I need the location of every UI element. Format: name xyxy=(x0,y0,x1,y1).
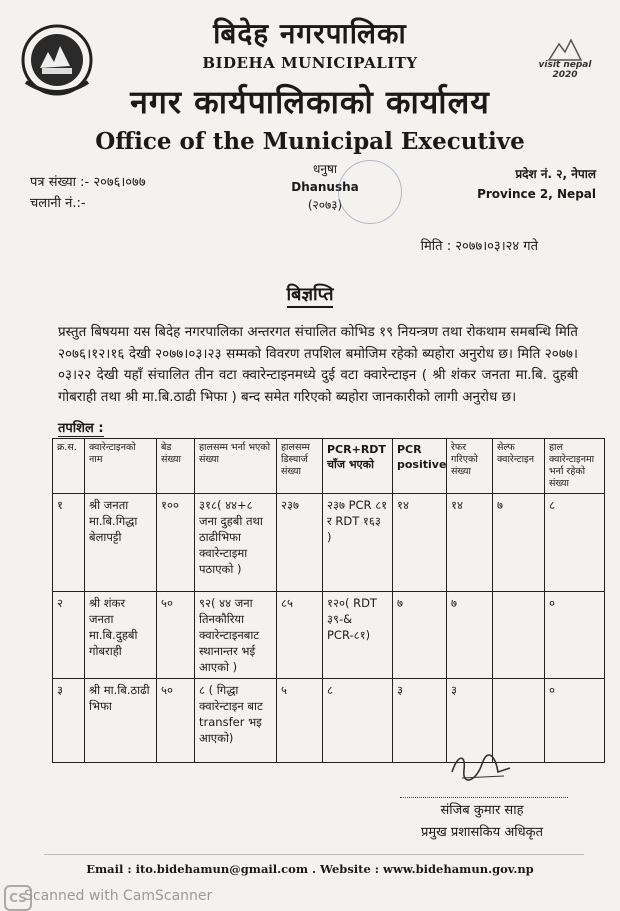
office-name-np: नगर कार्यपालिकाको कार्यालय xyxy=(130,83,490,121)
table-label: तपशिल : xyxy=(58,418,104,437)
reference-left xyxy=(30,172,146,214)
table-cell: ७ xyxy=(447,592,493,679)
table-row xyxy=(53,592,605,679)
table-cell: १०० xyxy=(157,494,195,592)
table-cell: १४ xyxy=(393,494,447,592)
table-cell: ५० xyxy=(157,592,195,679)
table-cell: ३ xyxy=(447,679,493,763)
camscanner-icon: CS xyxy=(4,885,32,911)
table-cell: ८ ( गिद्धा क्वारेन्टाइन बाट transfer भइ आएको) xyxy=(195,679,277,763)
header-cell: हालसम्म भर्ना भएको संख्या xyxy=(195,439,277,494)
table-cell: ३१८( ४४+८ जना दुहबी तथा ठाढीभिफा क्वारेन्टाइमा पठाएको ) xyxy=(195,494,277,592)
province-en: Province 2, Nepal xyxy=(477,187,596,201)
district-en: Dhanusha xyxy=(291,180,359,194)
table-cell: ७ xyxy=(493,494,545,592)
header-cell: PCR positive xyxy=(393,439,447,494)
header-cell: क्वारेन्टाइनको नाम xyxy=(85,439,157,494)
table-cell: २ xyxy=(53,592,85,679)
dispatch-number: चलानी नं.:- xyxy=(30,196,86,211)
letter-number: पत्र संख्या :- २०७६।०७७ xyxy=(30,175,146,190)
header-cell: हालसम्म डिस्चार्ज संख्या xyxy=(277,439,323,494)
visit-nepal-text: visit nepal 2020 xyxy=(538,60,592,80)
table-cell: ० xyxy=(545,592,605,679)
table-cell: ३ xyxy=(53,679,85,763)
table-cell: ७ xyxy=(393,592,447,679)
table-cell: श्री जनता मा.बि.गिद्धा बेलापट्टी xyxy=(85,494,157,592)
table-cell: ३ xyxy=(393,679,447,763)
table-cell: ० xyxy=(545,679,605,763)
quarantine-table xyxy=(52,438,605,763)
table-cell: ५ xyxy=(277,679,323,763)
scanner-watermark xyxy=(0,882,620,910)
table-cell: श्री शंकर जनता मा.बि.दुहबी गोबराही xyxy=(85,592,157,679)
header-cell: बेड संख्या xyxy=(157,439,195,494)
reference-right xyxy=(477,164,596,204)
office-stamp xyxy=(338,160,402,224)
municipality-name-en: BIDEHA MUNICIPALITY xyxy=(202,54,418,72)
established-year: (२०७३) xyxy=(307,198,343,212)
table-cell: ८ xyxy=(323,679,393,763)
notice-heading xyxy=(0,282,620,306)
footer-contact: Email : ito.bidehamun@gmail.com . Website : www.bidehamun.gov.np xyxy=(86,862,534,876)
table-cell: १ xyxy=(53,494,85,592)
table-cell: ९२( ४४ जना तिनकौरिया क्वारेन्टाइनबाट स्थानान्तर भई आएको ) xyxy=(195,592,277,679)
footer-divider xyxy=(44,854,584,855)
header-cell: हाल क्वारेन्टाइनमा भर्ना रहेको संख्या xyxy=(545,439,605,494)
table-cell: १४ xyxy=(447,494,493,592)
header-cell: PCR+RDT चाँज भएको xyxy=(323,439,393,494)
header-cell: सेल्फ क्वारेन्टाइन xyxy=(493,439,545,494)
signature-icon xyxy=(446,752,516,788)
letter-date: मिति : २०७७।०३।२४ गते xyxy=(420,239,538,254)
table-header-row xyxy=(53,439,605,494)
province-np: प्रदेश नं. २, नेपाल xyxy=(515,167,596,181)
table-cell xyxy=(493,679,545,763)
table-cell: ५० xyxy=(157,679,195,763)
signatory-name: संजिब कुमार साह xyxy=(440,803,524,818)
table-row xyxy=(53,494,605,592)
district-np: धनुषा xyxy=(312,162,338,176)
table-cell: २३७ PCR ८१ र RDT १६३ ) xyxy=(323,494,393,592)
table-cell: १२०( RDT ३९-& PCR-८१) xyxy=(323,592,393,679)
scanner-text: Scanned with CamScanner xyxy=(24,888,213,904)
signature-line xyxy=(400,797,568,798)
table-cell: २३७ xyxy=(277,494,323,592)
table-cell: ८ xyxy=(545,494,605,592)
table-cell xyxy=(493,592,545,679)
table-cell: ८५ xyxy=(277,592,323,679)
municipality-name-np: बिदेह नगरपालिका xyxy=(213,17,407,50)
notice-heading-text: बिज्ञप्ति xyxy=(287,284,334,308)
table-row xyxy=(53,679,605,763)
table-cell: श्री मा.बि.ठाढी भिफा xyxy=(85,679,157,763)
header-cell: क्र.स. xyxy=(53,439,85,494)
signatory-block xyxy=(392,800,572,844)
header-cell: रेफर गरिएको संख्या xyxy=(447,439,493,494)
office-name-en: Office of the Municipal Executive xyxy=(95,128,525,155)
notice-body: प्रस्तुत बिषयमा यस बिदेह नगरपालिका अन्तरगत संचालित कोभिड १९ नियन्त्रण तथा रोकथाम समबन्धि मिति २०७६।१२।१६ देखी २०७७।०३।२३ सम्मको विवरण तपशिल बमोजिम रहेको ब्यहोरा अनुरोध छ। मिति २०७७।०३।२२ देखी यहाँ संचालित तीन वटा क्वारेन्टाइनमध्ये दुई वटा क्वारेन्टाइन ( श्री शंकर जनता मा.बि. दुहबी गोबराही तथा श्री मा.बि.ठाढी भिफा ) बन्द समेत गरिएको ब्यहोरा जानकारीको लागी अनुरोध छ। xyxy=(58,324,578,405)
signatory-title: प्रमुख प्रशासकिय अधिकृत xyxy=(420,825,544,840)
